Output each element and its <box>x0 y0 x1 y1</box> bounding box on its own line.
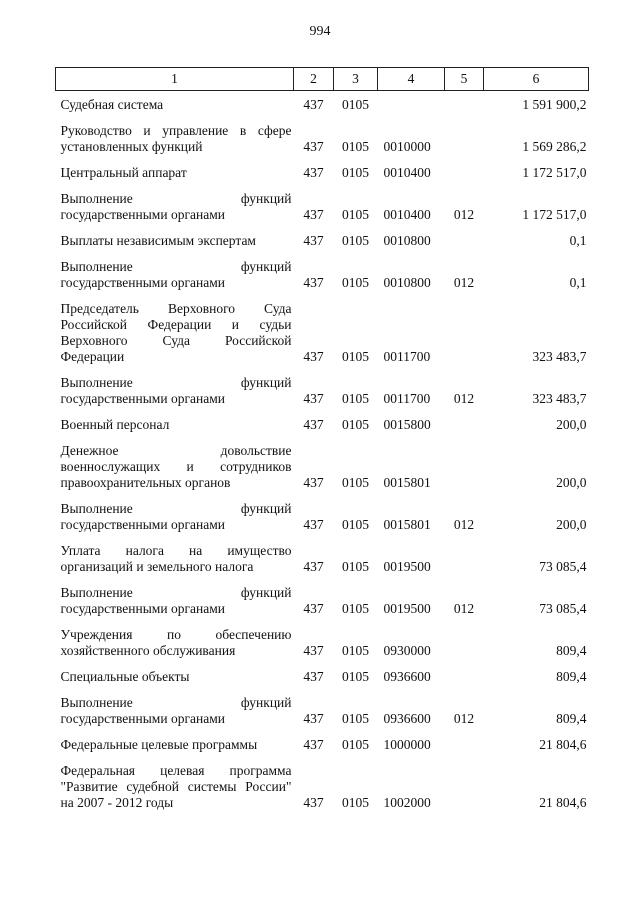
row-name: Денежное довольствие военнослужащих и сотрудников правоохранительных органов <box>60 443 292 490</box>
table-header-row <box>56 68 589 91</box>
row-code-4: 0011700 <box>383 391 431 406</box>
row-amount: 323 483,7 <box>532 391 587 406</box>
table-body <box>56 91 589 812</box>
row-code-2: 437 <box>303 643 324 658</box>
row-code-4: 0011700 <box>383 349 431 364</box>
row-code-2: 437 <box>303 139 324 154</box>
page-number: 994 <box>309 24 331 39</box>
row-amount: 73 085,4 <box>539 559 587 574</box>
row-code-4: 1000000 <box>383 737 431 752</box>
row-amount: 73 085,4 <box>539 601 587 616</box>
row-code-3: 0105 <box>342 233 369 248</box>
row-code-5 <box>445 223 484 249</box>
row-name: Военный персонал <box>60 417 170 432</box>
column-header-2: 2 <box>294 68 334 91</box>
row-code-5 <box>445 533 484 575</box>
row-amount: 809,4 <box>556 711 587 726</box>
row-code-5: 012 <box>453 391 475 406</box>
table-row <box>56 659 589 685</box>
row-amount: 0,1 <box>569 233 587 248</box>
row-amount: 1 172 517,0 <box>522 207 587 222</box>
row-amount: 1 172 517,0 <box>522 165 587 180</box>
row-code-2: 437 <box>303 233 324 248</box>
row-amount: 809,4 <box>556 669 587 684</box>
row-amount: 809,4 <box>556 643 587 658</box>
row-name: Выполнение функций государственными органами <box>60 191 292 222</box>
row-code-4: 1002000 <box>383 795 431 810</box>
row-code-4: 0010800 <box>383 275 431 290</box>
table-row <box>56 113 589 155</box>
row-code-4: 0010000 <box>383 139 431 154</box>
row-code-2: 437 <box>303 711 324 726</box>
row-code-3: 0105 <box>342 207 369 222</box>
row-code-5 <box>445 433 484 491</box>
column-header-1: 1 <box>56 68 294 91</box>
row-name: Федеральные целевые программы <box>60 737 258 752</box>
row-code-4: 0936600 <box>383 669 431 684</box>
row-code-4: 0019500 <box>383 601 431 616</box>
row-name: Выполнение функций государственными органами <box>60 501 292 532</box>
budget-table <box>55 67 589 811</box>
row-code-4: 0930000 <box>383 643 431 658</box>
row-code-2: 437 <box>303 165 324 180</box>
row-code-2: 437 <box>303 391 324 406</box>
row-code-5 <box>445 753 484 811</box>
table-row <box>56 491 589 533</box>
row-code-2: 437 <box>303 517 324 532</box>
table-row <box>56 223 589 249</box>
row-code-3: 0105 <box>342 559 369 574</box>
row-name: Уплата налога на имущество организаций и земельного налога <box>60 543 292 574</box>
table-row <box>56 291 589 365</box>
column-header-6: 6 <box>484 68 589 91</box>
row-code-3: 0105 <box>342 139 369 154</box>
row-name: Выполнение функций государственными органами <box>60 585 292 616</box>
row-code-3: 0105 <box>342 165 369 180</box>
row-code-3: 0105 <box>342 669 369 684</box>
row-name: Председатель Верховного Суда Российской Федерации и судьи Верховного Суда Российской Федерации <box>60 301 292 364</box>
table-row <box>56 753 589 811</box>
row-code-3: 0105 <box>342 517 369 532</box>
row-code-3: 0105 <box>342 711 369 726</box>
table-row <box>56 727 589 753</box>
table-row <box>56 407 589 433</box>
row-code-5 <box>445 113 484 155</box>
row-name: Выполнение функций государственными органами <box>60 375 292 406</box>
row-code-3: 0105 <box>342 349 369 364</box>
row-code-3: 0105 <box>342 391 369 406</box>
row-code-5 <box>445 617 484 659</box>
row-amount: 1 591 900,2 <box>522 97 587 112</box>
row-code-5 <box>445 727 484 753</box>
row-code-5 <box>445 659 484 685</box>
row-code-4 <box>378 91 445 114</box>
row-amount: 1 569 286,2 <box>522 139 587 154</box>
row-code-3: 0105 <box>342 601 369 616</box>
row-amount: 200,0 <box>556 517 587 532</box>
table-row <box>56 433 589 491</box>
row-code-3: 0105 <box>342 475 369 490</box>
row-code-3: 0105 <box>342 795 369 810</box>
row-code-4: 0015801 <box>383 517 431 532</box>
row-code-5: 012 <box>453 275 475 290</box>
row-code-3: 0105 <box>342 737 369 752</box>
row-name: Центральный аппарат <box>60 165 187 180</box>
row-amount: 21 804,6 <box>539 737 587 752</box>
row-code-5 <box>445 291 484 365</box>
table-row <box>56 575 589 617</box>
row-code-2: 437 <box>303 97 324 112</box>
column-header-3: 3 <box>334 68 378 91</box>
row-code-2: 437 <box>303 601 324 616</box>
row-code-3: 0105 <box>342 97 369 112</box>
row-code-5: 012 <box>453 601 475 616</box>
table-row <box>56 249 589 291</box>
row-code-3: 0105 <box>342 417 369 432</box>
row-code-5 <box>445 407 484 433</box>
row-code-3: 0105 <box>342 643 369 658</box>
row-amount: 323 483,7 <box>532 349 587 364</box>
row-code-4: 0010400 <box>383 207 431 222</box>
row-code-4: 0010800 <box>383 233 431 248</box>
row-code-3: 0105 <box>342 275 369 290</box>
table-row <box>56 155 589 181</box>
row-code-2: 437 <box>303 275 324 290</box>
table-row <box>56 181 589 223</box>
row-code-4: 0936600 <box>383 711 431 726</box>
row-code-5 <box>445 155 484 181</box>
row-name: Выполнение функций государственными органами <box>60 695 292 726</box>
row-name: Специальные объекты <box>60 669 190 684</box>
row-code-4: 0015801 <box>383 475 431 490</box>
table-row <box>56 685 589 727</box>
row-code-2: 437 <box>303 795 324 810</box>
row-code-4: 0015800 <box>383 417 431 432</box>
table-row <box>56 91 589 114</box>
table-row <box>56 617 589 659</box>
row-code-2: 437 <box>303 559 324 574</box>
row-code-5: 012 <box>453 711 475 726</box>
row-name: Выполнение функций государственными органами <box>60 259 292 290</box>
table-row <box>56 365 589 407</box>
table-row <box>56 533 589 575</box>
column-header-5: 5 <box>445 68 484 91</box>
row-name: Судебная система <box>60 97 164 112</box>
row-code-5: 012 <box>453 207 475 222</box>
row-name: Федеральная целевая программа "Развитие судебной системы России" на 2007 - 2012 годы <box>60 763 292 810</box>
row-name: Выплаты независимым экспертам <box>60 233 256 248</box>
row-code-2: 437 <box>303 417 324 432</box>
row-amount: 0,1 <box>569 275 587 290</box>
row-code-2: 437 <box>303 207 324 222</box>
row-code-5: 012 <box>453 517 475 532</box>
row-name: Руководство и управление в сфере установленных функций <box>60 123 292 154</box>
row-code-2: 437 <box>303 669 324 684</box>
row-amount: 200,0 <box>556 417 587 432</box>
row-amount: 200,0 <box>556 475 587 490</box>
row-code-2: 437 <box>303 349 324 364</box>
row-name: Учреждения по обеспечению хозяйственного обслуживания <box>60 627 292 658</box>
row-code-2: 437 <box>303 737 324 752</box>
row-code-4: 0010400 <box>383 165 431 180</box>
row-code-2: 437 <box>303 475 324 490</box>
row-code-4: 0019500 <box>383 559 431 574</box>
row-amount: 21 804,6 <box>539 795 587 810</box>
column-header-4: 4 <box>378 68 445 91</box>
row-code-5 <box>445 91 484 114</box>
